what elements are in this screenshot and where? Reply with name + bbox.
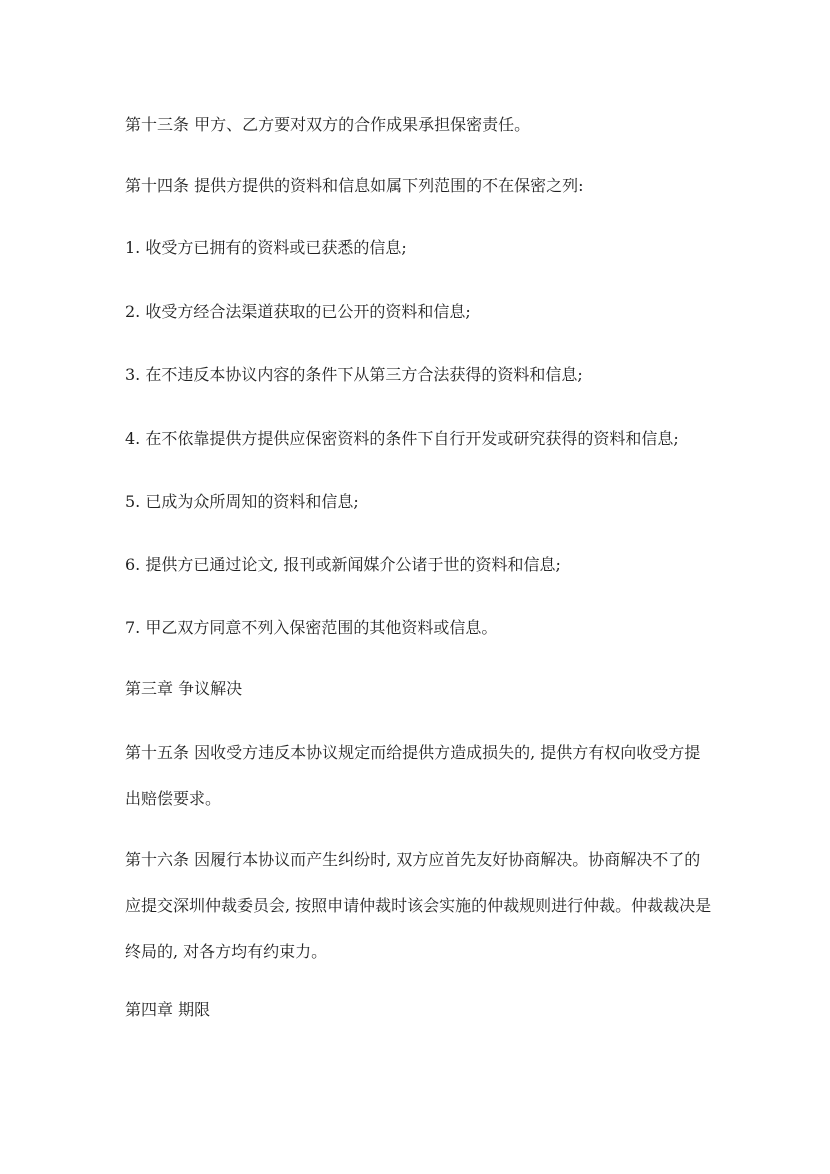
chapter-4-heading: 第四章 期限 [125,1000,211,1019]
article-14: 第十四条 提供方提供的资料和信息如属下列范围的不在保密之列: [125,176,584,195]
list-item-3: 3. 在不违反本协议内容的条件下从第三方合法获得的资料和信息; [125,365,583,384]
article-16: 第十六条 因履行本协议而产生纠纷时, 双方应首先友好协商解决。协商解决不了的应提交深圳仲裁委员会, 按照申请仲裁时该会实施的仲裁规则进行仲裁。仲裁裁决是终局的, 对各方均有约束力。 [125,850,712,961]
list-item-1: 1. 收受方已拥有的资料或已获悉的信息; [125,238,407,257]
list-item-5: 5. 已成为众所周知的资料和信息; [125,492,359,511]
list-item-6: 6. 提供方已通过论文, 报刊或新闻媒介公诸于世的资料和信息; [125,555,561,574]
article-15: 第十五条 因收受方违反本协议规定而给提供方造成损失的, 提供方有权向收受方提出赔偿要求。 [125,743,701,808]
list-item-4: 4. 在不依靠提供方提供应保密资料的条件下自行开发或研究获得的资料和信息; [125,429,679,448]
list-item-2: 2. 收受方经合法渠道获取的已公开的资料和信息; [125,302,471,321]
chapter-3-heading: 第三章 争议解决 [125,679,243,698]
list-item-7: 7. 甲乙双方同意不列入保密范围的其他资料或信息。 [125,618,498,637]
article-13: 第十三条 甲方、乙方要对双方的合作成果承担保密责任。 [125,115,531,134]
